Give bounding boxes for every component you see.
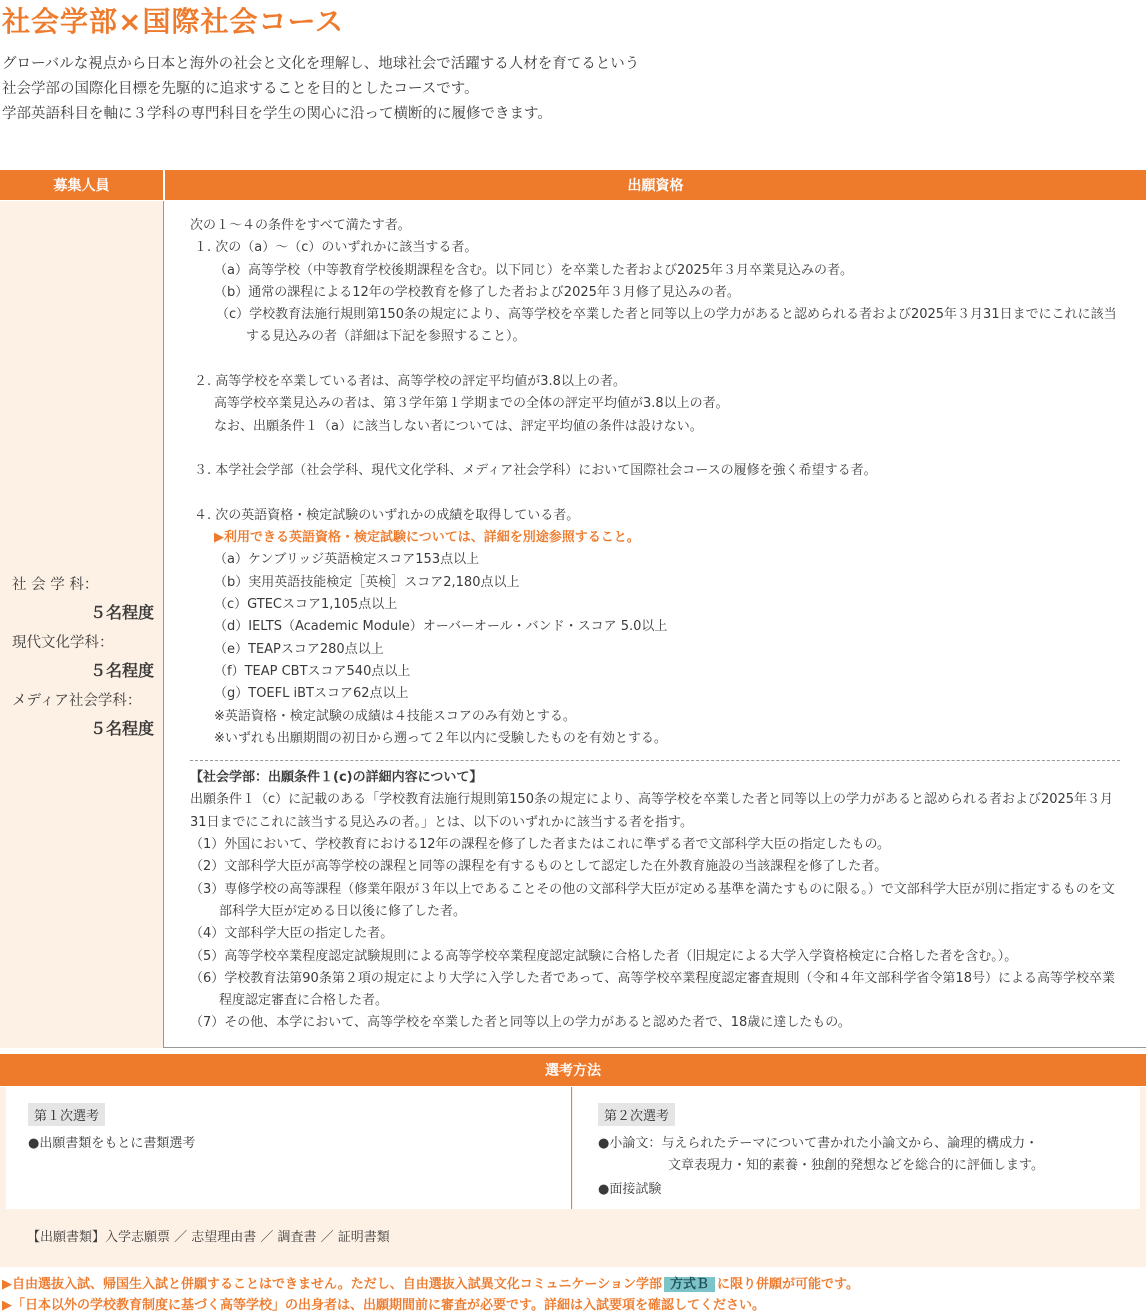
english-test-item: （f）TEAP CBTスコア540点以上 xyxy=(214,663,411,679)
detail-item: （5）高等学校卒業程度認定試験規則による高等学校卒業程度認定試験に合格した者（旧規定による大学入学資格検定に合格した者を含む。）。 xyxy=(190,948,1018,964)
condition-1a: （a）高等学校（中等教育学校後期課程を含む。以下同じ）を卒業した者および2025年３月卒業見込みの者。 xyxy=(214,262,854,278)
second-stage-tag: 第２次選考 xyxy=(598,1103,675,1126)
first-stage-tag: 第１次選考 xyxy=(28,1103,105,1126)
quota-number: ５名程度 xyxy=(89,661,154,680)
quota-number: ５名程度 xyxy=(89,603,154,622)
header-quota: 募集人員 xyxy=(0,170,164,200)
qualification-content xyxy=(190,215,1125,1035)
quota-number: ５名程度 xyxy=(89,719,154,738)
english-test-item: （c）GTECスコア1,105点以上 xyxy=(214,597,398,613)
quota-list xyxy=(12,575,154,749)
intro-line: 学部英語科目を軸に３学科の専門科目を学生の関心に沿って横断的に履修できます。 xyxy=(2,106,552,122)
english-test-item: （d）IELTS（Academic Module）オーバーオール・バンド・スコア 5.0以上 xyxy=(214,619,668,635)
dashed-divider xyxy=(190,760,1120,761)
detail-item: （3）専修学校の高等課程（修業年限が３年以上であることその他の文部科学大臣が定める基準を満たすものに限る。）で文部科学大臣が別に指定するものを文部科学大臣が定める日以後に修了した者。 xyxy=(190,881,1115,919)
first-stage-item: ●出願書類をもとに書類選考 xyxy=(28,1136,196,1151)
detail-item: （6）学校教育法第90条第２項の規定により大学に入学した者であって、高等学校卒業程度認定審査規則（令和４年文部科学省令第18号）による高等学校卒業程度認定審査に合格した者。 xyxy=(190,970,1115,1009)
note-line-1 xyxy=(2,1274,859,1295)
detail-item: （7）その他、本学において、高等学校を卒業した者と同等以上の学力があると認めた者で、18歳に達したもの。 xyxy=(190,1015,851,1031)
interview-item: ●面接試験 xyxy=(598,1182,662,1197)
quota-dept: メディア社会学科： xyxy=(12,693,142,709)
english-test-note: ▶利用できる英語資格・検定試験については、詳細を別途参照すること。 xyxy=(214,530,640,546)
score-note: ※英語資格・検定試験の成績は４技能スコアのみ有効とする。 xyxy=(214,708,576,724)
note-line-2: ▶「日本以外の学校教育制度に基づく高等学校」の出身者は、出願期間前に審査が必要です。詳細は入試要項を確認してください。 xyxy=(2,1298,765,1313)
selection-body xyxy=(0,1087,1146,1267)
condition-1: １. 次の（a）～（c）のいずれかに該当する者。 xyxy=(194,240,478,256)
english-test-item: （a）ケンブリッジ英語検定スコア153点以上 xyxy=(214,552,480,568)
condition-2b: 高等学校卒業見込みの者は、第３学年第１学期までの全体の評定平均値が3.8以上の者。 xyxy=(214,396,729,412)
intro-line: グローバルな視点から日本と海外の社会と文化を理解し、地球社会で活躍する人材を育てるという xyxy=(2,56,640,72)
detail-item: （2）文部科学大臣が高等学校の課程と同等の課程を有するものとして認定した在外教育施設の当該課程を修了した者。 xyxy=(190,859,888,875)
quota-dept: 現代文化学科： xyxy=(12,635,114,651)
english-test-item: （g）TOEFL iBTスコア62点以上 xyxy=(214,686,409,702)
detail-item: （1）外国において、学校教育における12年の課程を修了した者またはこれに準ずる者で文部科学大臣の指定したもの。 xyxy=(190,837,891,853)
header-qualification: 出願資格 xyxy=(165,170,1146,200)
qual-intro: 次の１～４の条件をすべて満たす者。 xyxy=(190,218,411,233)
detail-heading: 【社会学部：出願条件１(c)の詳細内容について】 xyxy=(190,770,483,786)
english-test-item: （e）TEAPスコア280点以上 xyxy=(214,641,384,657)
essay-item-cont: 文章表現力・知的素養・独創的発想などを総合的に評価します。 xyxy=(668,1158,1044,1173)
intro-text xyxy=(2,52,639,127)
notes xyxy=(2,1274,859,1316)
first-stage-panel xyxy=(6,1087,572,1209)
intro-line: 社会学部の国際化目標を先駆的に追求することを目的としたコースです。 xyxy=(2,81,479,97)
condition-3: ３. 本学社会学部（社会学科、現代文化学科、メディア社会学科）において国際社会コースの履修を強く希望する者。 xyxy=(194,463,877,479)
condition-2c: なお、出願条件１（a）に該当しない者については、評定平均値の条件は設けない。 xyxy=(214,418,703,434)
note-1-text-end: に限り併願が可能です。 xyxy=(717,1277,859,1292)
condition-4: ４. 次の英語資格・検定試験のいずれかの成績を取得している者。 xyxy=(194,507,580,523)
condition-1b: （b）通常の課程による12年の学校教育を修了した者および2025年３月修了見込みの者。 xyxy=(214,284,740,300)
detail-lead: 出願条件１（c）に記載のある「学校教育法施行規則第150条の規定により、高等学校を卒業した者と同等以上の学力があると認められる者および2025年３月31日までにこれに該当する見込みの者。」とは、以下のいずれかに該当する者を指す。 xyxy=(190,792,1114,830)
score-note: ※いずれも出願期間の初日から遡って２年以内に受験したものを有効とする。 xyxy=(214,730,667,746)
detail-item: （4）文部科学大臣の指定した者。 xyxy=(190,926,394,942)
selection-section xyxy=(0,1054,1146,1259)
application-documents: 【出願書類】入学志願票 ／ 志望理由書 ／ 調査書 ／ 証明書類 xyxy=(27,1230,390,1245)
condition-1c: （c）学校教育法施行規則第150条の規定により、高等学校を卒業した者と同等以上の学力があると認められる者および2025年３月31日までにこれに該当する見込みの者（詳細は下記を参照すること）。 xyxy=(216,307,1117,345)
note-1-text: ▶自由選抜入試、帰国生入試と併願することはできません。ただし、自由選抜入試異文化コミュニケーション学部 xyxy=(2,1277,662,1292)
selection-header: 選考方法 xyxy=(0,1054,1146,1086)
qualification-table xyxy=(0,170,1146,1048)
quota-column xyxy=(0,201,164,1048)
english-test-item: （b）実用英語技能検定［英検］スコア2,180点以上 xyxy=(214,574,520,590)
essay-item: ●小論文：与えられたテーマについて書かれた小論文から、論理的構成力・ xyxy=(598,1136,1039,1151)
condition-2: ２. 高等学校を卒業している者は、高等学校の評定平均値が3.8以上の者。 xyxy=(194,374,626,390)
quota-dept: 社 会 学 科： xyxy=(12,577,99,593)
page-title: 社会学部×国際社会コース xyxy=(2,5,345,38)
method-b-badge: 方式Ｂ xyxy=(664,1277,715,1292)
second-stage-panel xyxy=(573,1087,1140,1209)
